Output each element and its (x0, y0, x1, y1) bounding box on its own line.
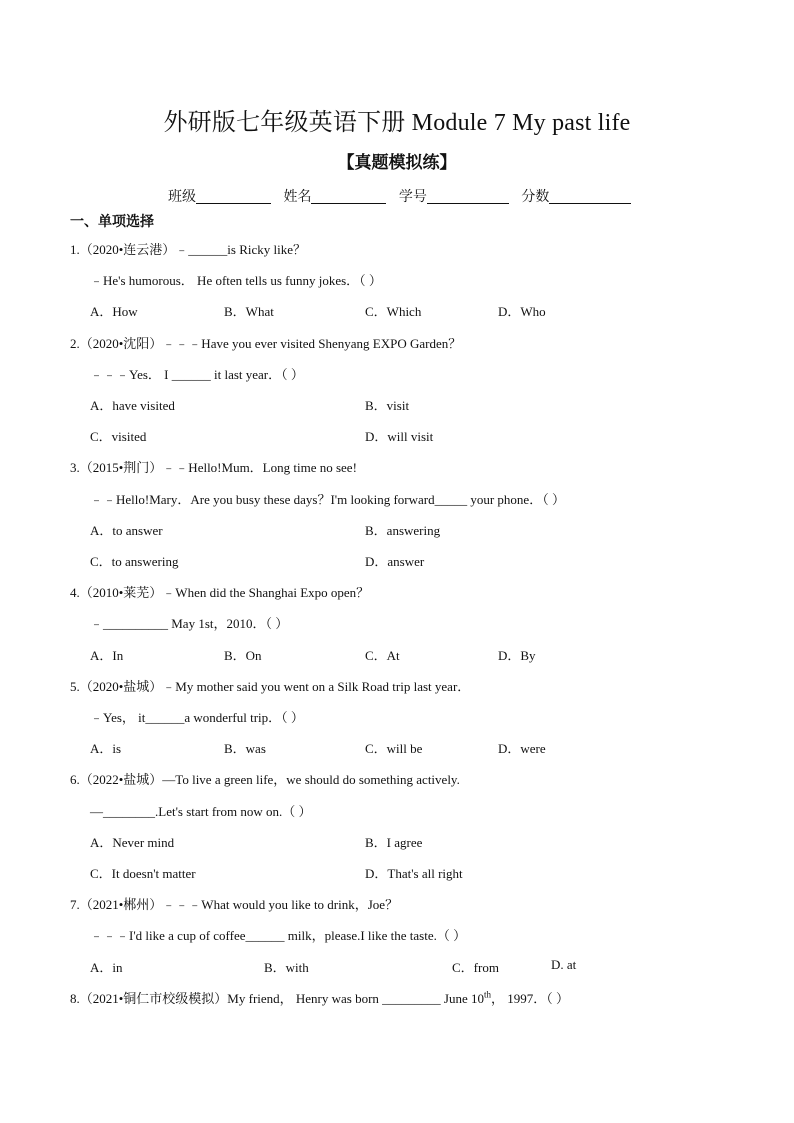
question-8-suffix: ， 1997．（ ） (491, 991, 570, 1006)
question-4: 4.（2010•莱芜）﹣When did the Shanghai Expo open？ (70, 585, 370, 600)
q3-option-c[interactable]: C．to answering (90, 554, 179, 569)
q6-option-b[interactable]: B．I agree (365, 835, 423, 850)
question-5-dialogue: ﹣Yes， it______a wonderful trip．（ ） (90, 710, 304, 725)
page-title: 外研版七年级英语下册 Module 7 My past life (163, 110, 631, 136)
question-2: 2.（2020•沈阳）﹣﹣﹣Have you ever visited Shenyang EXPO Garden？ (70, 336, 462, 351)
score-label: 分数 (521, 189, 550, 205)
q5-option-d[interactable]: D．were (498, 741, 546, 756)
q5-option-c[interactable]: C．will be (365, 741, 423, 756)
q5-option-a[interactable]: A．is (90, 741, 122, 756)
q2-option-b[interactable]: B．visit (365, 398, 410, 413)
question-3-dialogue: ﹣﹣Hello!Mary．Are you busy these days？I'm looking forward_____ your phone．（ ） (90, 492, 565, 507)
question-5: 5.（2020•盐城）﹣My mother said you went on a Silk Road trip last year． (70, 679, 471, 694)
q2-option-a[interactable]: A．have visited (90, 398, 175, 413)
q4-option-c[interactable]: C．At (365, 648, 400, 663)
q4-option-b[interactable]: B．On (224, 648, 262, 663)
question-2-dialogue: ﹣﹣﹣Yes． I ______ it last year．（ ） (90, 367, 304, 382)
class-label: 班级 (168, 189, 196, 205)
q5-option-b[interactable]: B．was (224, 741, 266, 756)
question-8 (70, 988, 569, 1007)
q4-option-d[interactable]: D．By (498, 648, 536, 663)
question-3: 3.（2015•荆门）﹣﹣Hello!Mum．Long time no see! (70, 460, 357, 475)
question-7-dialogue: ﹣﹣﹣I'd like a cup of coffee______ milk，please.I like the taste.（ ） (90, 928, 467, 943)
q1-option-c[interactable]: C．Which (365, 304, 422, 319)
q6-option-c[interactable]: C．It doesn't matter (90, 866, 196, 881)
question-1: 1.（2020•连云港）﹣______is Ricky like？ (70, 242, 307, 257)
section-heading: 一、单项选择 (70, 214, 154, 230)
q4-option-a[interactable]: A．In (90, 648, 124, 663)
q3-option-d[interactable]: D．answer (365, 554, 425, 569)
question-7: 7.（2021•郴州）﹣﹣﹣What would you like to drink，Joe？ (70, 897, 399, 912)
question-1-dialogue: ﹣He's humorous． He often tells us funny jokes．（ ） (90, 273, 382, 288)
student-info-row (168, 186, 639, 206)
question-6-dialogue: —________.Let's start from now on.（ ） (90, 804, 312, 819)
number-label: 学号 (398, 189, 427, 205)
q1-option-d[interactable]: D．Who (498, 304, 546, 319)
q3-option-a[interactable]: A．to answer (90, 523, 163, 538)
q7-option-c[interactable]: C．from (452, 960, 499, 975)
q6-option-d[interactable]: D．That's all right (365, 866, 463, 881)
q7-option-b[interactable]: B．with (264, 960, 309, 975)
question-4-dialogue: ﹣__________ May 1st，2010．（ ） (90, 616, 289, 631)
question-6: 6.（2022•盐城）—To live a green life，we should do something actively. (70, 772, 460, 787)
name-field (311, 188, 386, 204)
class-field (196, 188, 271, 204)
number-field (427, 188, 509, 204)
page-subtitle: 【真题模拟练】 (337, 153, 457, 173)
q2-option-d[interactable]: D．will visit (365, 429, 434, 444)
q3-option-b[interactable]: B．answering (365, 523, 441, 538)
question-8-superscript: th (484, 989, 492, 1000)
q1-option-a[interactable]: A．How (90, 304, 138, 319)
question-8-prefix: 8.（2021•铜仁市校级模拟）My friend， Henry was born _________ June 10 (70, 991, 485, 1006)
q7-option-a[interactable]: A．in (90, 960, 123, 975)
score-field (549, 188, 631, 204)
q1-option-b[interactable]: B．What (224, 304, 274, 319)
q7-option-d[interactable]: D. at (551, 957, 577, 972)
q6-option-a[interactable]: A．Never mind (90, 835, 175, 850)
q2-option-c[interactable]: C．visited (90, 429, 147, 444)
name-label: 姓名 (283, 189, 312, 205)
